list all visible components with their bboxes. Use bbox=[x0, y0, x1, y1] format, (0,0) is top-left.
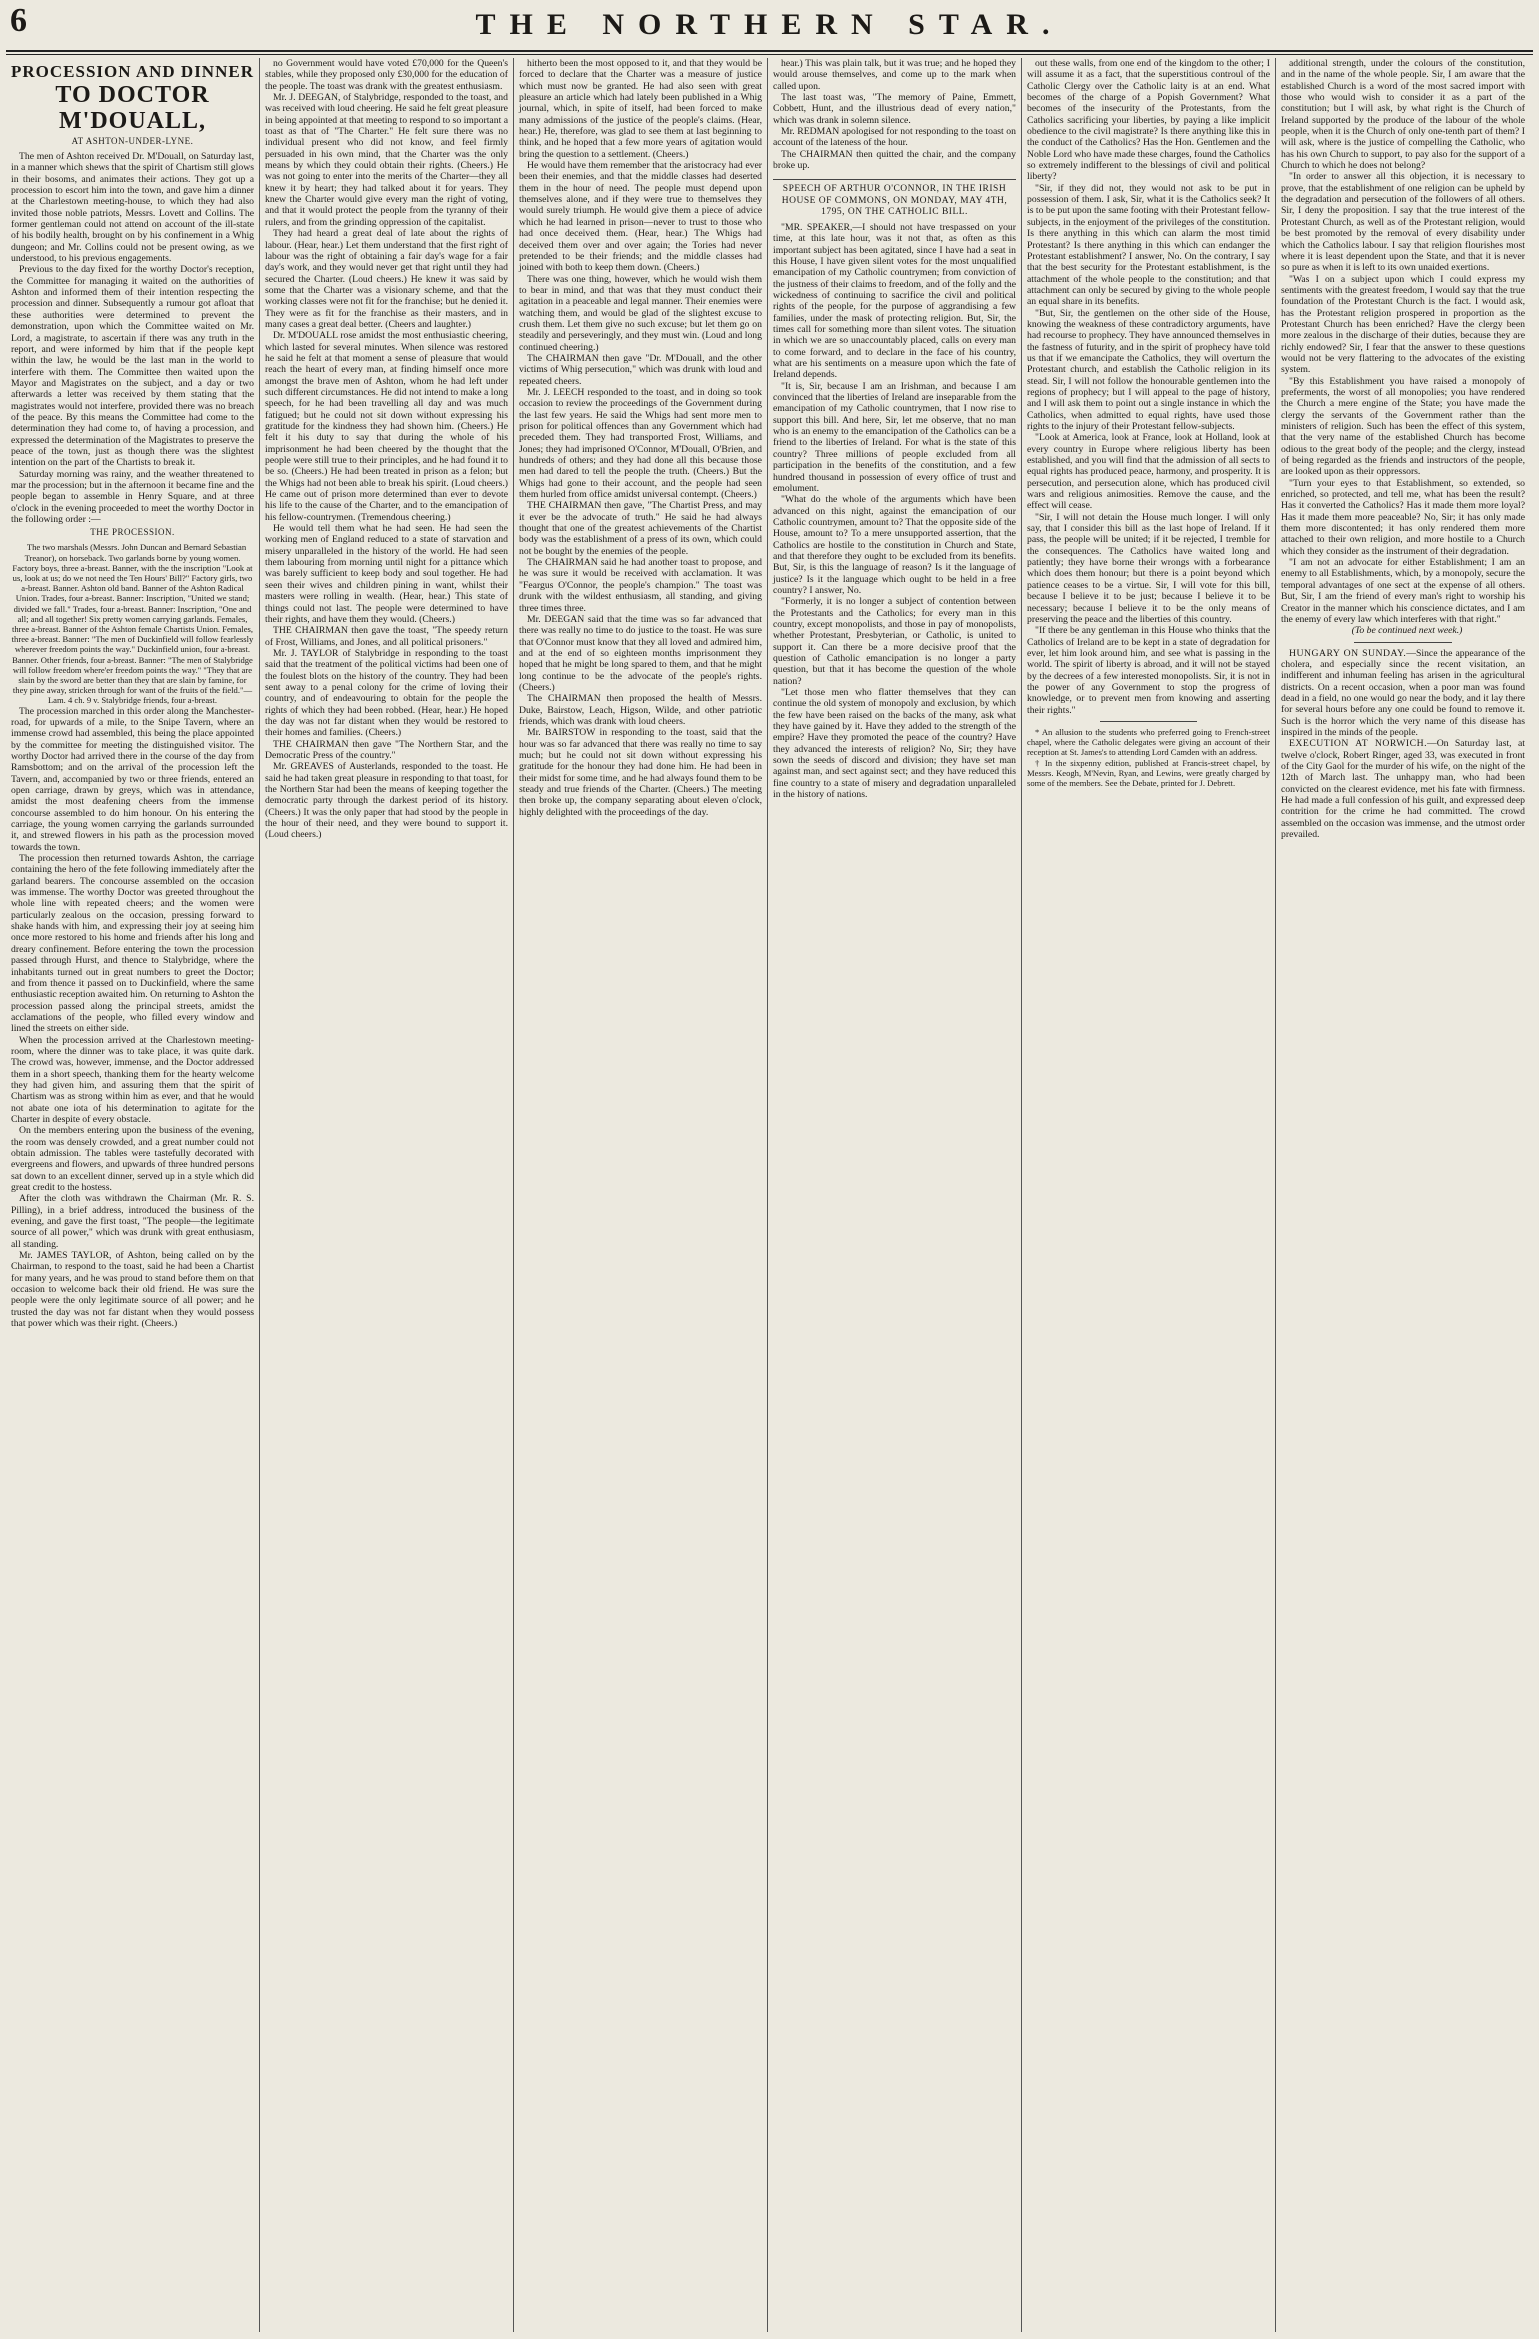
article-paragraph: On the members entering upon the business of the evening, the room was densely crowded, and a great number could not obtain admission. The tables were tastefully decorated with evergreens and flowers, and upwards of three hundred persons sat down to an excellent dinner, served up in a style which did great credit to the hostess. bbox=[11, 1125, 254, 1194]
section-divider bbox=[1100, 721, 1197, 722]
article-paragraph: "Sir, I will not detain the House much longer. I will only say, that I consider this bill as the last hope of Ireland. If it pass, the people will be united; if it be rejected, I tremble for the consequences. The Catholics have waited long and patiently; they have borne their wrongs with a forbearance which does them honour; but there is a point beyond which patience ceases to be a virtue. Sir, I will vote for this bill, because I believe it to be just; because I believe it to be necessary; because I believe it to be the only means of preserving the peace and the liberties of this country. bbox=[1027, 511, 1270, 625]
footnote: † In the sixpenny edition, published at Francis-street chapel, by Messrs. Keogh, M'Nevin, Ryan, and Lewins, were greatly charged by some of the members. See the Debate, printed for J. Debrett. bbox=[1027, 757, 1270, 788]
news-item-body: —Since the appearance of the cholera, and especially since the recent visitation, an indifferent and inhuman feeling has arisen in the agricultural districts. On a recent occasion, when a poor man was found dead in a field, no one would go near the body, and it lay there for several hours before any one could be found to remove it. Such is the horror which the very name of this disease has inspired in the minds of the people. bbox=[1281, 647, 1526, 738]
article-paragraph: THE CHAIRMAN then gave "The Northern Star, and the Democratic Press of the country." bbox=[265, 738, 508, 761]
article-paragraph: no Government would have voted £70,000 for the Queen's stables, while they proposed only £30,000 for the education of the people. The toast was drank with the greatest enthusiasm. bbox=[265, 58, 508, 92]
news-item-body: —On Saturday last, at twelve o'clock, Robert Ringer, aged 33, was executed in front of the City Gaol for the murder of his wife, on the night of the 12th of March last. The unhappy man, who had been convicted on the clearest evidence, met his fate with firmness. He had made a full confession of his guilt, and expressed deep contrition for the crime he had committed. The crowd assembled on the occasion was immense, and the utmost order prevailed. bbox=[1281, 738, 1525, 841]
page-number: 6 bbox=[10, 2, 27, 39]
newspaper-title: THE NORTHERN STAR. bbox=[475, 8, 1064, 41]
article-paragraph: The men of Ashton received Dr. M'Douall, on Saturday last, in a manner which shews that the spirit of Chartism still glows in their bosoms, and animates their actions. They got up a procession to escort him into the town, and gave him a dinner at the Charlestown meeting-house, to which they had also invited those noble patriots, Messrs. Lovett and Collins. The former gentleman could not attend on account of the ill-state of his bodily health, brought on by his confinement in a Whig dungeon; and Mr. Collins could not be present owing, as we understood, to his previous engagements. bbox=[11, 151, 254, 265]
article-paragraph: "What do the whole of the arguments which have been advanced on this night, against the emancipation of our Catholic countrymen, amount to? That the opposite side of the House, amount to? To a mere unsupported assertion, that the Catholics are hostile to the constitution in Church and State, and that therefore they ought to be excluded from its benefits. But, Sir, is this the language of reason? Is it the language of justice? Is it the language which ought to be held in a free country? I answer, No. bbox=[773, 494, 1016, 596]
article-paragraph: The procession then returned towards Ashton, the carriage containing the hero of the fete following immediately after the garland bearers. The concourse assembled on the occasion was immense. The worthy Doctor was greeted throughout the whole line with repeated cheers; and the women were particularly zealous on the occasion, pressing forward to shake hands with him, and expressing their joy at seeing him once more restored to his home and friends after his long and dreary confinement. Before entering the town the procession passed through Hurst, and thence to Stalybridge, where the inhabitants turned out in great numbers to greet the Doctor; and from thence it passed on to Duckinfield, where the same enthusiastic reception awaited him. On returning to Ashton the procession passed along the principal streets, amidst the acclamations of the people, who filled every window and lined the streets on either side. bbox=[11, 853, 254, 1035]
column-1 bbox=[6, 58, 260, 2332]
article-paragraph: The procession marched in this order along the Manchester-road, for upwards of a mile, to the Snipe Tavern, where an immense crowd had assembled, this being the place appointed by the committee for meeting the distinguished visitor. The worthy Doctor had arrived there in the course of the day from Ramsbottom; and on the arrival of the procession left the Tavern, and, accompanied by two or three friends, entered an open carriage, drawn by greys, which was in attendance, amidst the most deafening cheers from the immense concourse assembled to do him honour. On his entering the carriage, the young women carrying the garlands surrounded it, and strewed flowers in his path as the procession moved towards the town. bbox=[11, 705, 254, 853]
masthead-rule bbox=[6, 50, 1533, 55]
procession-order: The two marshals (Messrs. John Duncan and Bernard Sebastian Treanor), on horseback. Two garlands borne by young women. Factory boys, three a-breast. Banner, with the the inscription "Look at us, look at us; do we not need the Ten Hours' Bill?" Factory girls, two a-breast. Banner. Ashton old band. Banner of the Ashton Radical Union. Trades, four a-breast. Banner: Inscription, "United we stand; divided we fall." Trades, four a-breast. Banner: Inscription, "One and all; and all together! Six pretty women carrying garlands. Females, three a-breast. Banner of the Ashton female Chartists Union. Females, three a-breast. Banner: "The men of Duckinfield will follow fearlessly wherever freedom points the way." Duckinfield union, four a-breast. Banner. Other friends, four a-breast. Banner: "The men of Stalybridge will follow freedom where'er freedom points the way." "They that are slain by the sword are better than they that are slain by famine, for they pine away, stricken through for want of the fruits of the field."—Lam. 4 ch. 9 v. Stalybridge friends, four a-breast. bbox=[11, 542, 254, 706]
article-paragraph: THE CHAIRMAN then gave the toast, "The speedy return of Frost, Williams, and Jones, and all political prisoners." bbox=[265, 625, 508, 648]
column-3 bbox=[514, 58, 768, 2332]
article-paragraph: "It is, Sir, because I am an Irishman, and because I am convinced that the liberties of Ireland are inseparable from the emancipation of my Catholic countrymen, that I now rise to support this bill. And here, Sir, let me observe, that no man who is an enemy to the emancipation of the Catholics can be a friend to the liberties of Ireland. For what is the state of this country? Three millions of people excluded from all participation in the benefits of the constitution, and a few hundred thousand in possession of every office of trust and emolument. bbox=[773, 380, 1016, 494]
speech-headline: SPEECH OF ARTHUR O'CONNOR, IN THE IRISH HOUSE OF COMMONS, ON MONDAY, MAY 4TH, 1795, ON THE CATHOLIC BILL. bbox=[773, 179, 1016, 219]
column-5 bbox=[1022, 58, 1276, 2332]
column-2 bbox=[260, 58, 514, 2332]
article-paragraph: When the procession arrived at the Charlestown meeting-room, where the dinner was to take place, it was quite dark. The crowd was, however, immense, and the Doctor addressed them in a short speech, thanking them for the hearty welcome they had given him, and assuring them that the spirit of Chartism was as strong within him as ever, and that he would not abate one iota of his determination to agitate for the Charter in despite of every obstacle. bbox=[11, 1034, 254, 1125]
article-paragraph: "In order to answer all this objection, it is necessary to prove, that the establishment of one religion can be upheld by the degradation and persecution of the followers of all others. Sir, I deny the proposition. I say that the true interest of the Protestant Church, as well as of the Protestant religion, would be best promoted by the removal of every disability under which the Catholics labour. I say that religion flourishes most where it is least dependent upon the State, and that it is never so pure as when it is left to its own unaided exertions. bbox=[1281, 171, 1525, 274]
article-paragraph: "Turn your eyes to that Establishment, so extended, so enriched, so protected, and tell me, what has been the result? Has it converted the Catholics? Has it made them more loyal? Has it made them more peaceable? No, Sir; it has only made them more discontented; it has only rendered them more attached to their own religion, and more hostile to a Church which they consider as the instrument of their degradation. bbox=[1281, 477, 1525, 557]
article-paragraph: Mr. BAIRSTOW in responding to the toast, said that the hour was so far advanced that there was really no time to say much; but he could not sit down without expressing his gratitude for the honour they had done him. He had been in their midst for some time, and he had always found them to be steady and true friends of the Charter. (Cheers.) The meeting then broke up, the company separating about eleven o'clock, highly delighted with the proceedings of the day. bbox=[519, 727, 762, 818]
article-paragraph: "Sir, if they did not, they would not ask to be put in possession of them. I ask, Sir, what it is the Catholics seek? It is to be put upon the same footing with their Protestant fellow-subjects, in the enjoyment of the privileges of the constitution. Is there anything in this which can alarm the most timid Protestant? Is there anything in this which can endanger the Protestant establishment? I answer, No. On the contrary, I say that the best security for the Protestant establishment, is the attachment of the whole people to the constitution; and that attachment can only be secured by giving to the whole people an equal share in its benefits. bbox=[1027, 182, 1270, 308]
article-paragraph: The CHAIRMAN then quitted the chair, and the company broke up. bbox=[773, 148, 1016, 172]
article-paragraph: There was one thing, however, which he would wish them to bear in mind, and that was that they must conduct their agitation in a peaceable and legal manner. Their enemies were watching them, and would be glad of the slightest excuse to crush them. Let them give no such excuse; but let them go on steadily and perseveringly, and they must win. (Loud and long continued cheering.) bbox=[519, 273, 762, 353]
procession-heading: THE PROCESSION. bbox=[90, 527, 175, 538]
article-paragraph: "MR. SPEAKER,—I should not have trespassed on your time, at this late hour, was it not that, as often as this important subject has been agitated, since I have had a seat in this House, I have given silent votes for the most unqualified emancipation of my Catholic countrymen; from conviction of the justness of their claims to freedom, and of the folly and the wickedness of continuing to sacrifice the civil and political rights of the people, for the purpose of aggrandising a few families, under the mask of protecting religion. But, Sir, the times call for something more than silent votes. The situation in which we are so unaccountably placed, calls on every man to come forward, and to declare in the face of his country, what are his sentiments on a measure upon which the fate of Ireland depends. bbox=[773, 221, 1016, 381]
article-paragraph: hear.) This was plain talk, but it was true; and he hoped they would arouse themselves, and come up to the mark when called upon. bbox=[773, 58, 1016, 92]
article-paragraph: "Formerly, it is no longer a subject of contention between the Protestants and the Catholics; for every man in this country, except monopolists, and those in pay of monopolists, whether Protestant, Presbyterian, or Catholic, is united to support it. Can there be a more decisive proof that the question of Catholic emancipation is no longer a party question, but that it has become the question of the whole nation? bbox=[773, 596, 1016, 687]
article-subhead: AT ASHTON-UNDER-LYNE. bbox=[71, 136, 194, 146]
article-paragraph: hitherto been the most opposed to it, and that they would be forced to declare that the Charter was a measure of justice which must now be granted. He had also seen with great pleasure an article which had lately been published in a Whig journal, which, in spite of itself, had been forced to make many admissions of the justice of the people's claims. (Hear, hear.) He, therefore, was glad to see them at last beginning to think, and he hoped that a few more years of agitation would bring the question to a settlement. (Cheers.) bbox=[519, 58, 762, 160]
article-paragraph: Saturday morning was rainy, and the weather threatened to mar the procession; but in the afternoon it became fine and the people began to assemble in Henry Square, and at three o'clock in the evening proceeded to meet the worthy Doctor in the following order :— bbox=[11, 468, 254, 525]
article-paragraph: "If there be any gentleman in this House who thinks that the Catholics of Ireland are to be kept in a state of degradation for ever, let him look around him, and see what is passing in the world. The spirit of liberty is abroad, and it will not be stayed by the decrees of a few interested monopolists. Sir, it is not in the power of any Government to stop the progress of knowledge, or to prevent men from knowing and asserting their rights." bbox=[1027, 625, 1270, 716]
article-paragraph: "By this Establishment you have raised a monopoly of preferments, the worst of all monopolies; you have rendered the Church a mere engine of the State; you have made the clergy the servants of the Government rather than the ministers of religion. Such has been the effect of this system, that the very name of the established Church has become odious to the great body of the people; and the clergy, instead of being regarded as the friends and instructors of the people, are looked upon as their oppressors. bbox=[1281, 375, 1525, 478]
article-paragraph: Mr. DEEGAN said that the time was so far advanced that there was really no time to do justice to the toast. He was sure that O'Connor must know that they all loved and admired him, and at the end of so eighteen months imprisonment they hoped that he might be long spared to them, and that he might long continue to be the advocate of the people's rights. (Cheers.) bbox=[519, 613, 762, 693]
article-paragraph: The CHAIRMAN then gave "Dr. M'Douall, and the other victims of Whig persecution," which was drunk with loud and repeated cheers. bbox=[519, 352, 762, 387]
news-item-title: EXECUTION AT NORWICH. bbox=[1289, 738, 1427, 750]
article-paragraph: Mr. J. TAYLOR of Stalybridge in responding to the toast said that the treatment of the political victims had been one of the foulest blots on the history of the country. They had been sent away to a penal colony for the crime of loving their country, and of endeavouring to obtain for the people the rights of which they had been robbed. (Hear, hear.) He hoped the day was not far distant when they would be restored to their homes and families. (Cheers.) bbox=[265, 647, 508, 739]
article-paragraph: The CHAIRMAN then proposed the health of Messrs. Duke, Bairstow, Leach, Higson, Wilde, and other patriotic friends, which was drank with loud cheers. bbox=[519, 693, 762, 727]
section-divider bbox=[1354, 642, 1452, 643]
masthead bbox=[0, 0, 1539, 52]
article-paragraph: He would have them remember that the aristocracy had ever been their enemies, and that the middle classes had deserted them in the hour of need. The people must depend upon themselves alone, and if they were true to themselves they would surely triumph. He would give them a piece of advice which he had learned in prison—never to trust to those who had once deceived them. (Hear, hear.) The Whigs had deceived them over and over again; the Tories had never pretended to be their friends; and the middle classes had joined with both to keep them down. (Cheers.) bbox=[519, 160, 762, 274]
article-paragraph: Mr. GREAVES of Austerlands, responded to the toast. He said he had taken great pleasure in responding to that toast, for the Northern Star had been the means of keeping together the democratic party through the darkest period of its history. (Cheers.) It was the only paper that had stood by the people in the hour of their need, and they were bound to support it. (Loud cheers.) bbox=[265, 761, 508, 841]
article-paragraph: He would tell them what he had seen. He had seen the working men of England reduced to a state of starvation and misery unparalleled in the history of the world. He had seen them labouring from morning until night for a pittance which was barely sufficient to keep body and soul together. He had seen their wives and children pining in want, whilst their masters were rolling in wealth. (Hear, hear.) This state of things could not last. The people were determined to have their rights, and have them they would. (Cheers.) bbox=[265, 523, 508, 625]
article-paragraph: THE CHAIRMAN then gave, "The Chartist Press, and may it ever be the advocate of truth." He said he had always thought that one of the greatest achievements of the Chartist body was the establishment of a press of its own, which could not be bought by the enemies of the people. bbox=[519, 500, 762, 557]
article-paragraph: Mr. J. LEECH responded to the toast, and in doing so took occasion to review the proceedings of the Government during the last few years. He said the Whigs had sent more men to prison for political offences than any Government which had preceded them. They had transported Frost, Williams, and Jones; they had imprisoned O'Connor, M'Douall, O'Brien, and hundreds of others; and they had done all this because those men had dared to tell the people the truth. (Cheers.) But the Whigs had gone to their account, and the people had seen them hurled from office amidst universal contempt. (Cheers.) bbox=[519, 386, 762, 501]
article-paragraph: After the cloth was withdrawn the Chairman (Mr. R. S. Pilling), in a brief address, introduced the business of the evening, and gave the first toast, "The people—the legitimate source of all power," which was drunk with great enthusiasm, all standing. bbox=[11, 1193, 254, 1250]
article-paragraph: The last toast was, "The memory of Paine, Emmett, Cobbett, Hunt, and the illustrious dead of every nation," which was drank in solemn silence. bbox=[773, 92, 1016, 126]
article-headline-doctor: TO DOCTOR M'DOUALL, bbox=[55, 82, 210, 134]
article-paragraph: They had heard a great deal of late about the rights of labour. (Hear, hear.) Let them understand that the first right of labour was the right of obtaining a fair day's wage for a fair day's work, and they would never get that right until they had secured the Charter. (Loud cheers.) He knew it was said by some that the Charter was a visionary scheme, and that the working classes were not fit for the franchise; but he denied it. They were as fit for the franchise as their masters, and in many cases a great deal better. (Cheers and laughter.) bbox=[265, 228, 508, 330]
article-paragraph: Mr. J. DEEGAN, of Stalybridge, responded to the toast, and was received with loud cheering. He said he felt great pleasure in being appointed at that meeting to respond to so important a toast as that of "The Charter." He felt sure there was no individual present who did not know, and feel firmly persuaded in his own mind, that the Charter was the only means by which they could obtain their rights. (Cheers.) He was not going to enter into the merits of the Charter—they all knew it by heart; they had talked about it for years. They knew the Charter would give every man the right of voting, and that it would protect the people from the tyranny of their rulers, and from the grinding oppression of the capitalist. bbox=[265, 92, 508, 228]
column-6 bbox=[1276, 58, 1530, 2332]
article-paragraph: The CHAIRMAN said he had another toast to propose, and he was sure it would be received with acclamation. It was "Feargus O'Connor, the people's champion." The toast was drunk with the wildest enthusiasm, all standing, and giving three times three. bbox=[519, 557, 762, 614]
article-paragraph: Previous to the day fixed for the worthy Doctor's reception, the Committee for managing it waited on the authorities of Ashton and informed them of their intention respecting the procession and dinner. Subsequently a rumour got afloat that these authorities were determined to prevent the demonstration, upon which the Committee waited on Mr. Lord, a magistrate, to ascertain if there was any truth in the report, and were informed by him that if the people kept within the law, he would be the last man in the world to interfere with them. The Committee then waited upon the Mayor and Magistrates on the subject, and a day or two afterwards a letter was received by them stating that the magistrates would not interfere, provided there was no breach of the peace. By this means the Committee had come to the determination they had come to, of having a procession, and expressed the determination of the Magistrates to preserve the peace of the town, just as though there was the slightest intention on the part of the Chartists to break it. bbox=[11, 264, 254, 469]
article-paragraph: "Let those men who flatter themselves that they can continue the old system of monopoly and exclusion, by which the few have been raised on the backs of the many, ask what they have gained by it. Have they added to the strength of the empire? Have they promoted the peace of the country? Have they advanced the interests of religion? No, Sir; they have sown the seeds of discord and division; they have set man against man, and sect against sect; and they have reduced this fine country to a state of misery and degradation unparalleled in the history of nations. bbox=[773, 687, 1016, 801]
news-item-execution bbox=[1281, 738, 1525, 840]
article-paragraph: out these walls, from one end of the kingdom to the other; I will assume it as a fact, that the superstitious controul of the Catholic Clergy over the Catholic laity is at an end. What becomes of the charge of a Popish Government? What becomes of the insecurity of the Protestants, from the Catholics sacrificing your liberties, by paying a like implicit obedience to the civil magistrate? Is there anything like this in the conduct of the Catholics? Has the Hon. Gentlemen and the Noble Lord who have made these charges, found the Catholics so extremely indifferent to the blessings of civil and political liberty? bbox=[1027, 58, 1271, 183]
article-paragraph: Dr. M'DOUALL rose amidst the most enthusiastic cheering, which lasted for several minutes. When silence was restored he said he felt at that moment a sense of pleasure that would reach the heart of every man, at finding himself once more amongst the brave men of Ashton, whom he had left under such different circumstances. He did not intend to make a long speech, for he had been travelling all day and was much fatigued; but he could not sit down without expressing his gratitude for the kindness they had shown him. (Cheers.) He felt it his duty to say that during the whole of his imprisonment he had been cheered by the thought that the people were still true to their principles, and he had found it to be so. (Cheers.) He had been treated in prison as a felon; but the Whigs had not been able to break his spirit. (Loud cheers.) He came out of prison more determined than ever to devote his life to the cause of the Charter, and to the emancipation of his fellow-countrymen. (Tremendous cheering.) bbox=[265, 330, 508, 523]
article-paragraph: "Look at America, look at France, look at Holland, look at every country in Europe where religious liberty has been established, and you will find that the admission of all sects to equal rights has produced peace, harmony, and prosperity. It is persecution, and persecution alone, which has produced civil wars and religious animosities. Remove the cause, and the effect will cease. bbox=[1027, 432, 1270, 512]
article-paragraph: additional strength, under the colours of the constitution, and in the name of the whole people. Sir, I am aware that the established Church is a word of the most sacred import with those who would wish to consider it as a part of the constitution; but I will ask, by what right is the Church of Ireland supported by the produce of the labour of the whole people, when it is the Church of only one-tenth part of them? I will ask, where is the justice of compelling the Catholic, who has his own Church to support, to pay also for the support of a Church to which he does not belong? bbox=[1281, 58, 1525, 172]
columns-container bbox=[6, 58, 1533, 2332]
article-headline-procession: PROCESSION AND DINNER bbox=[11, 62, 254, 81]
article-paragraph: Mr. JAMES TAYLOR, of Ashton, being called on by the Chairman, to respond to the toast, said he had been a Chartist for many years, and he was proud to stand before them on that occasion to welcome back their old friend. He was sure the people were the only legitimate source of all power; and he trusted the day was not far distant when they would possess that power which was their right. (Cheers.) bbox=[11, 1250, 254, 1330]
column-4 bbox=[768, 58, 1022, 2332]
news-item-hungary bbox=[1281, 648, 1525, 739]
article-paragraph: "I am not an advocate for either Establishment; I am an enemy to all Establishments, which, by a monopoly, secure the temporal advantages of one sect at the expense of all others. But, Sir, I am the friend of every man's right to worship his Creator in the manner which his conscience dictates, and I am the enemy of every law which interferes with that right." bbox=[1281, 557, 1525, 625]
news-item-title: HUNGARY ON SUNDAY. bbox=[1289, 647, 1407, 659]
footnote: * An allusion to the students who preferred going to French-street chapel, where the Catholic delegates were giving an account of their reception at St. James's to attending Lord Camden with an address. bbox=[1027, 726, 1270, 758]
article-paragraph: "But, Sir, the gentlemen on the other side of the House, knowing the weakness of these contradictory arguments, have had recourse to prophecy. They have announced themselves in the fastness of futurity, and in the spirit of prophecy have told us that if we emancipate the Catholics, they will overturn the Protestant church, and establish the Catholic religion in its stead. Sir, I will not follow the honourable gentlemen into the regions of prophecy; but I will appeal to the page of history, and I will ask them to point out a single instance in which the Catholics, when admitted to equal rights, have used those rights to the injury of their Protestant fellow-subjects. bbox=[1027, 307, 1270, 432]
article-paragraph: "Was I on a subject upon which I could express my sentiments with the greatest freedom, I would say that the true foundation of the Protestant Church is the fact. I would ask, has the Protestant religion prospered in proportion as the Protestant Church has been enriched? Have the clergy been more zealous in the discharge of their duties, because they are richly endowed? Sir, I fear that the answer to these questions would not be very flattering to the advocates of the existing system. bbox=[1281, 273, 1525, 376]
continued-note: (To be continued next week.) bbox=[1351, 625, 1463, 637]
article-paragraph: Mr. REDMAN apologised for not responding to the toast on account of the lateness of the hour. bbox=[773, 126, 1016, 149]
